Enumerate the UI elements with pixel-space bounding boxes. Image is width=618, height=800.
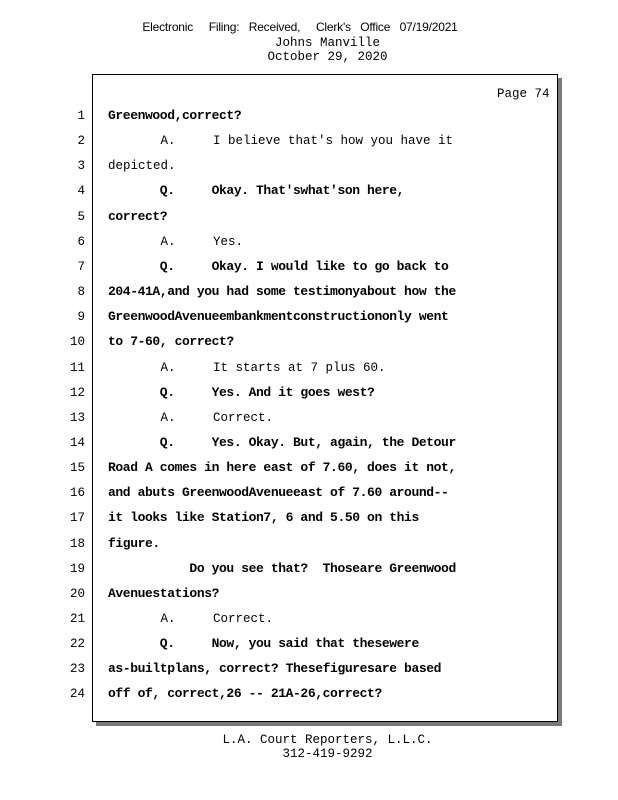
- line-number: 14: [69, 436, 85, 450]
- line-number: 18: [69, 537, 85, 551]
- transcript-line: Road A comes in here east of 7.60, does it not,: [108, 460, 456, 475]
- footer-phone: 312-419-9292: [282, 747, 373, 761]
- transcript-line: as-builtplans, correct? Thesefiguresare based: [108, 661, 442, 676]
- line-number: 15: [69, 461, 85, 475]
- line-number: 19: [69, 562, 85, 576]
- transcript-line: Avenuestations?: [108, 586, 220, 601]
- line-number: 5: [77, 210, 85, 224]
- transcript-line: Q. Okay. I would like to go back to: [108, 259, 449, 274]
- transcript-line: A. Correct.: [108, 612, 274, 626]
- transcript-line: Q. Now, you said that thesewere: [108, 636, 419, 651]
- transcript-line: correct?: [108, 209, 168, 224]
- transcript-line: Q. Yes. Okay. But, again, the Detour: [108, 435, 456, 450]
- transcript-line: Do you see that? Thoseare Greenwood: [108, 561, 456, 576]
- line-number: 8: [77, 285, 85, 299]
- transcript-line: 204-41A,and you had some testimonyabout how the: [108, 284, 456, 299]
- transcript-line: and abuts GreenwoodAvenueeast of 7.60 around--: [108, 485, 449, 500]
- line-number: 11: [69, 361, 85, 375]
- line-number: 4: [77, 184, 85, 198]
- transcript-line: Q. Yes. And it goes west?: [108, 385, 375, 400]
- line-number: 22: [69, 637, 85, 651]
- line-number: 21: [69, 612, 85, 626]
- line-number: 20: [69, 587, 85, 601]
- line-number: 3: [77, 159, 85, 173]
- line-number: 24: [69, 687, 85, 701]
- transcript-line: Greenwood,correct?: [108, 108, 242, 123]
- transcript-line: depicted.: [108, 159, 176, 173]
- line-number: 9: [77, 310, 85, 324]
- transcript-line: A. It starts at 7 plus 60.: [108, 361, 386, 375]
- line-number: 6: [77, 235, 85, 249]
- transcript-line: A. I believe that's how you have it: [108, 134, 454, 148]
- transcript-line: it looks like Station7, 6 and 5.50 on this: [108, 510, 419, 525]
- line-number: 13: [69, 411, 85, 425]
- transcript-line: Q. Okay. That'swhat'son here,: [108, 183, 405, 198]
- transcript-line: to 7-60, correct?: [108, 334, 234, 349]
- line-number: 10: [69, 335, 85, 349]
- header-name: Johns Manville: [274, 36, 381, 50]
- transcript-line: off of, correct,26 -- 21A-26,correct?: [108, 686, 382, 701]
- footer-company: L.A. Court Reporters, L.L.C.: [222, 733, 433, 747]
- line-number: 7: [77, 260, 85, 274]
- line-number: 17: [69, 511, 85, 525]
- line-number: 2: [77, 134, 85, 148]
- line-number: 16: [69, 486, 85, 500]
- transcript-line: figure.: [108, 536, 160, 551]
- line-number: 23: [69, 662, 85, 676]
- filing-stamp: Electronic Filing: Received, Clerk's Office 07/19/2021: [142, 20, 458, 34]
- header-date: October 29, 2020: [267, 50, 388, 64]
- transcript-line: A. Correct.: [108, 411, 274, 425]
- page-number: Page 74: [497, 87, 550, 101]
- line-number: 1: [77, 109, 85, 123]
- transcript-line: A. Yes.: [108, 235, 244, 249]
- line-number: 12: [69, 386, 85, 400]
- transcript-line: GreenwoodAvenueembankmentconstructiononly went: [108, 309, 449, 324]
